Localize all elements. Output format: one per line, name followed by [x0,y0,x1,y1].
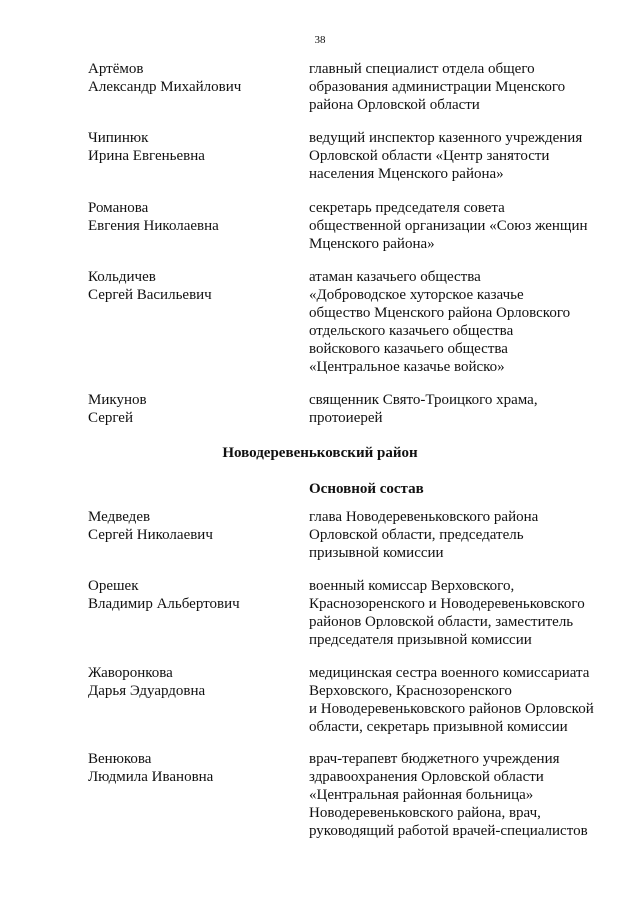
role-line: «Доброводское хуторское казачье [309,287,524,303]
page-number: 38 [314,34,326,46]
member-role [309,508,629,562]
member-surname: Романова [88,200,149,216]
role-line: атаман казачьего общества [309,269,481,285]
role-line: войскового казачьего общества [309,341,508,357]
member-given-name: Александр Михайлович [88,79,242,95]
role-line: области, секретарь призывной комиссии [309,719,568,735]
member-surname: Венюкова [88,751,152,767]
role-line: общество Мценского района Орловского [309,305,571,321]
role-line: отдельского казачьего общества [309,323,514,339]
member-role [309,577,629,649]
role-line: «Центральная районная больница» [309,787,534,803]
member-role [309,268,629,376]
role-line: ведущий инспектор казенного учреждения [309,130,583,146]
member-surname: Микунов [88,392,147,408]
member-given-name: Евгения Николаевна [88,218,219,234]
member-role [309,664,629,736]
role-line: «Центральное казачье войско» [309,359,505,375]
role-line: образования администрации Мценского [309,79,566,95]
role-line: председателя призывной комиссии [309,632,532,648]
member-given-name: Дарья Эдуардовна [88,683,206,699]
member-given-name: Владимир Альбертович [88,596,240,612]
role-line: районов Орловской области, заместитель [309,614,574,630]
member-name [88,129,298,165]
role-line: Краснозоренского и Новодеревеньковского [309,596,585,612]
role-line: и Новодеревеньковского районов Орловской [309,701,594,717]
role-line: Орловской области, председатель [309,527,524,543]
role-line: секретарь председателя совета [309,200,505,216]
role-line: врач-терапевт бюджетного учреждения [309,751,560,767]
member-name [88,268,298,304]
member-surname: Кольдичев [88,269,156,285]
member-surname: Жаворонкова [88,665,173,681]
role-line: здравоохранения Орловской области [309,769,544,785]
role-line: медицинская сестра военного комиссариата [309,665,590,681]
role-line: руководящий работой врачей-специалистов [309,823,588,839]
role-line: священник Свято-Троицкого храма, [309,392,538,408]
member-surname: Орешек [88,578,139,594]
member-surname: Артёмов [88,61,144,77]
member-given-name: Сергей Васильевич [88,287,212,303]
composition-heading: Основной состав [309,481,424,497]
role-line: протоиерей [309,410,383,426]
member-name [88,199,298,235]
member-name [88,577,298,613]
role-line: района Орловской области [309,97,480,113]
member-name [88,664,298,700]
member-given-name: Людмила Ивановна [88,769,214,785]
member-role [309,60,629,114]
member-given-name: Сергей Николаевич [88,527,213,543]
member-name [88,750,298,786]
member-name [88,391,298,427]
role-line: Верховского, Краснозоренского [309,683,512,699]
role-line: призывной комиссии [309,545,444,561]
role-line: населения Мценского района» [309,166,504,182]
member-role [309,750,629,840]
member-role [309,391,629,427]
member-given-name: Сергей [88,410,133,426]
member-surname: Медведев [88,509,151,525]
member-role [309,129,629,183]
role-line: Мценского района» [309,236,435,252]
role-line: военный комиссар Верховского, [309,578,515,594]
role-line: общественной организации «Союз женщин [309,218,588,234]
member-role [309,199,629,253]
district-heading: Новодеревеньковский район [222,445,418,461]
member-given-name: Ирина Евгеньевна [88,148,205,164]
role-line: глава Новодеревеньковского района [309,509,539,525]
role-line: Орловской области «Центр занятости [309,148,550,164]
member-name [88,508,298,544]
member-surname: Чипинюк [88,130,149,146]
role-line: Новодеревеньковского района, врач, [309,805,541,821]
role-line: главный специалист отдела общего [309,61,535,77]
member-name [88,60,298,96]
